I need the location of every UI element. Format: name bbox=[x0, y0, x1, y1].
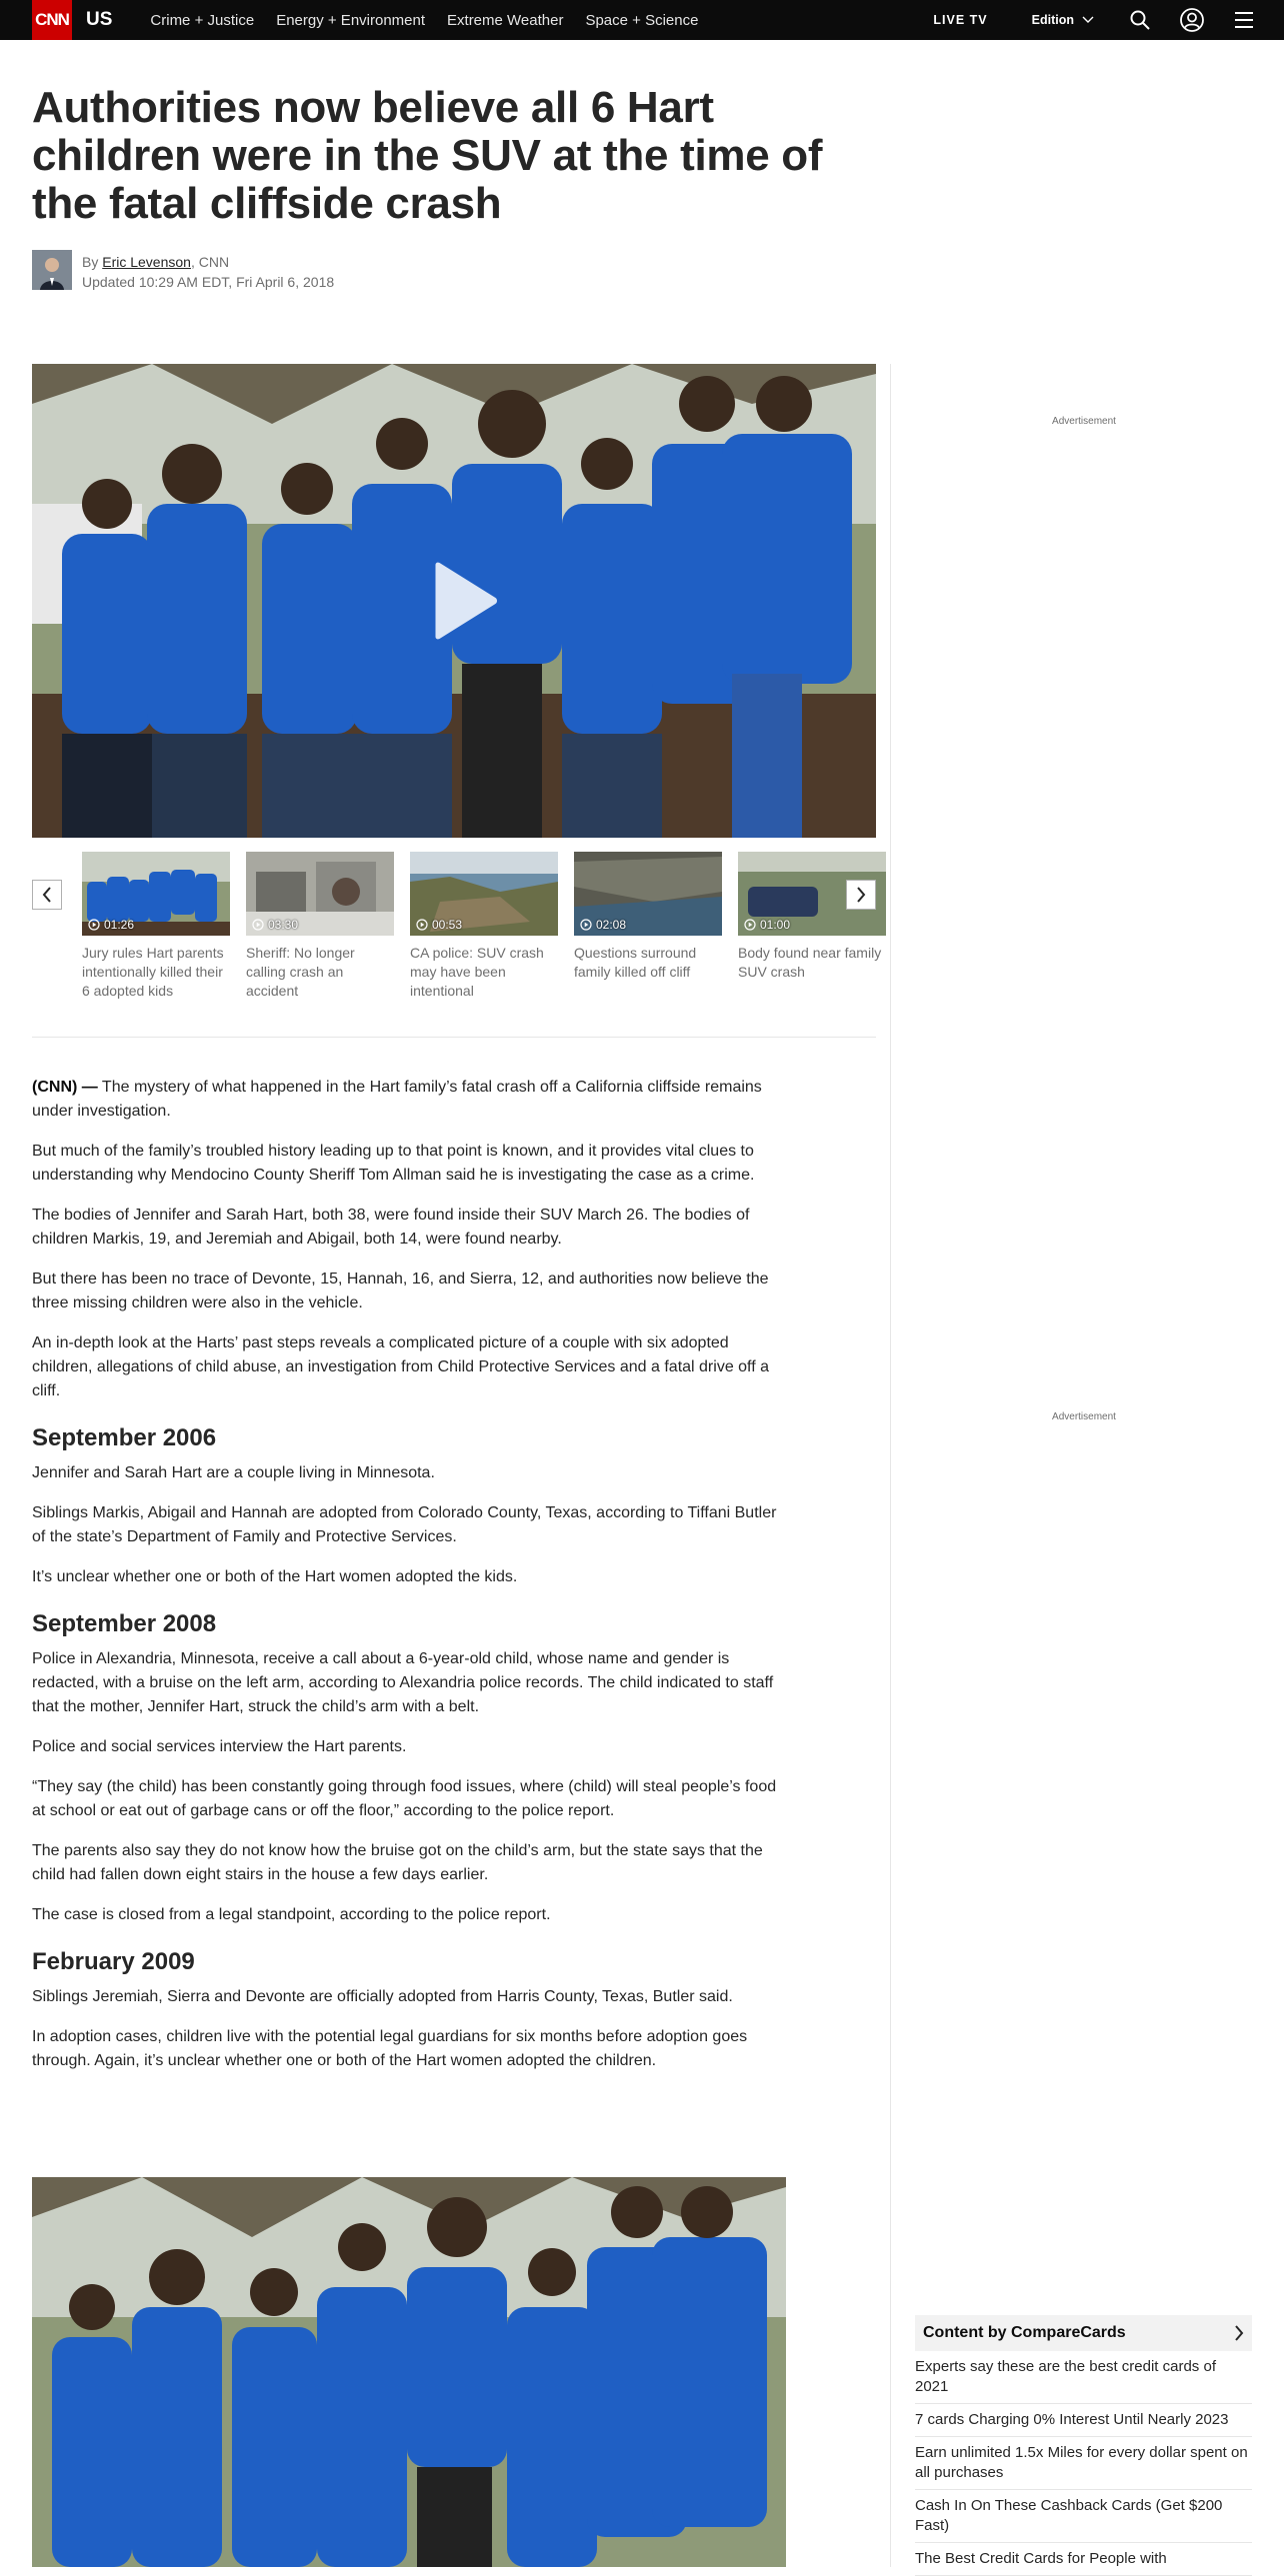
nav-link-space-science[interactable]: Space + Science bbox=[585, 11, 699, 29]
sponsored-title: Content by CompareCards bbox=[923, 2324, 1126, 2341]
chevron-right-icon bbox=[856, 887, 866, 903]
video-duration: 01:00 bbox=[744, 918, 790, 932]
play-circle-icon bbox=[580, 919, 592, 931]
dateline: (CNN) — bbox=[32, 1079, 98, 1096]
nav-right bbox=[933, 0, 1284, 40]
byline-by: By bbox=[82, 254, 99, 270]
carousel-item[interactable] bbox=[738, 852, 886, 982]
byline-outlet: , CNN bbox=[190, 254, 230, 270]
sponsored-link[interactable]: 7 cards Charging 0% Interest Until Nearly 2023 bbox=[915, 2404, 1252, 2437]
paragraph: Siblings Jeremiah, Sierra and Devonte are officially adopted from Harris County, Texas, Butler said. bbox=[32, 1988, 733, 2005]
byline-text bbox=[82, 250, 334, 292]
article-photo bbox=[32, 2177, 786, 2567]
carousel-thumbnail bbox=[574, 852, 722, 936]
paragraph: Jennifer and Sarah Hart are a couple living in Minnesota. bbox=[32, 1464, 435, 1481]
sponsored-link[interactable]: Experts say these are the best credit cards of 2021 bbox=[915, 2351, 1252, 2404]
author-avatar[interactable] bbox=[32, 250, 72, 290]
subheading: February 2009 bbox=[32, 1948, 195, 1975]
carousel-item[interactable] bbox=[82, 852, 230, 1001]
carousel-thumbnail bbox=[82, 852, 230, 936]
carousel-item-title: CA police: SUV crash may have been intentional bbox=[410, 945, 544, 999]
carousel-item-title: Jury rules Hart parents intentionally killed their 6 adopted kids bbox=[82, 945, 224, 999]
paragraph: The case is closed from a legal standpoint, according to the police report. bbox=[32, 1906, 551, 1923]
nav-link-energy-environment[interactable]: Energy + Environment bbox=[276, 11, 426, 29]
updated-timestamp: Updated 10:29 AM EDT, Fri April 6, 2018 bbox=[82, 274, 335, 290]
paragraph: (CNN) — The mystery of what happened in the Hart family’s fatal crash off a California cliffside remains under investigation. bbox=[32, 1079, 762, 1120]
nav-link-crime-justice[interactable]: Crime + Justice bbox=[150, 11, 255, 29]
video-duration: 00:53 bbox=[416, 918, 462, 932]
search-icon[interactable] bbox=[1128, 8, 1152, 32]
menu-icon[interactable] bbox=[1232, 8, 1256, 32]
byline bbox=[32, 250, 334, 292]
sponsored-link[interactable]: Earn unlimited 1.5x Miles for every dollar spent on all purchases bbox=[915, 2437, 1252, 2490]
edition-label: Edition bbox=[1031, 13, 1074, 27]
video-duration: 01:26 bbox=[88, 918, 134, 932]
sponsored-link[interactable]: Cash In On These Cashback Cards (Get $200 Fast) bbox=[915, 2490, 1252, 2543]
play-icon[interactable] bbox=[430, 561, 500, 641]
cnn-logo[interactable]: CNN bbox=[32, 0, 72, 40]
top-nav bbox=[0, 0, 1284, 40]
carousel-item-title: Sheriff: No longer calling crash an accident bbox=[246, 945, 355, 999]
paragraph: But much of the family’s troubled history leading up to that point is known, and it provides vital clues to understanding why Mendocino County Sheriff Tom Allman said he is investigating the case as a crime. bbox=[32, 1143, 755, 1184]
carousel-item-title: Body found near family SUV crash bbox=[738, 945, 882, 980]
advertisement-label: Advertisement bbox=[1052, 416, 1116, 427]
article-body bbox=[32, 1076, 792, 2089]
sponsored-link[interactable]: The Best Credit Cards for People with bbox=[915, 2543, 1252, 2576]
play-circle-icon bbox=[744, 919, 756, 931]
advertisement-label: Advertisement bbox=[1052, 1411, 1116, 1422]
subheading: September 2008 bbox=[32, 1610, 217, 1637]
paragraph: Siblings Markis, Abigail and Hannah are adopted from Colorado County, Texas, according to Tiffani Butler of the state’s Department of Family and Protective Services. bbox=[32, 1504, 777, 1545]
section-name[interactable]: US bbox=[86, 9, 113, 30]
play-circle-icon bbox=[88, 919, 100, 931]
carousel-item-title: Questions surround family killed off cliff bbox=[574, 945, 697, 980]
chevron-right-icon bbox=[1234, 2325, 1244, 2341]
paragraph: In adoption cases, children live with the potential legal guardians for six months before adoption goes through. Again, it’s unclear whether one or both of the Hart women adopted the children. bbox=[32, 2028, 748, 2069]
nav-link-extreme-weather[interactable]: Extreme Weather bbox=[447, 11, 564, 29]
carousel-thumbnail bbox=[246, 852, 394, 936]
video-duration: 03:30 bbox=[252, 918, 298, 932]
video-carousel bbox=[32, 852, 882, 1038]
edition-dropdown[interactable] bbox=[1032, 13, 1094, 27]
play-circle-icon bbox=[252, 919, 264, 931]
rail-divider bbox=[890, 364, 891, 2567]
video-duration: 02:08 bbox=[580, 918, 626, 932]
paragraph: It’s unclear whether one or both of the Hart women adopted the kids. bbox=[32, 1568, 518, 1585]
carousel-item[interactable] bbox=[574, 852, 722, 982]
carousel-next-button[interactable] bbox=[846, 880, 876, 910]
paragraph: But there has been no trace of Devonte, 15, Hannah, 16, and Sierra, 12, and authorities now believe the three missing children were also in the vehicle. bbox=[32, 1271, 769, 1311]
nav-links bbox=[150, 12, 720, 29]
chevron-down-icon bbox=[1082, 16, 1094, 24]
video-player[interactable] bbox=[32, 364, 876, 838]
carousel-thumbnail bbox=[410, 852, 558, 936]
sponsored-content bbox=[915, 2315, 1252, 2576]
carousel-item[interactable] bbox=[246, 852, 394, 1001]
author-link[interactable]: Eric Levenson bbox=[102, 254, 191, 270]
carousel-item[interactable] bbox=[410, 852, 558, 1001]
paragraph: Police in Alexandria, Minnesota, receive a call about a 6-year-old child, whose name and gender is redacted, with a bruise on the left arm, according to Alexandria police records. The child indicated to staff that the mother, Jennifer Hart, struck the child’s arm with a belt. bbox=[32, 1650, 774, 1715]
play-circle-icon bbox=[416, 919, 428, 931]
paragraph: Police and social services interview the Hart parents. bbox=[32, 1738, 407, 1755]
carousel-prev-button[interactable] bbox=[32, 880, 62, 910]
headline: Authorities now believe all 6 Hart children were in the SUV at the time of the fatal cliffside crash bbox=[32, 83, 823, 228]
subheading: September 2006 bbox=[32, 1424, 217, 1451]
paragraph: The parents also say they do not know how the bruise got on the child’s arm, but the state says that the child had fallen down eight stairs in the house a few days earlier. bbox=[32, 1842, 763, 1883]
sponsored-header[interactable] bbox=[915, 2315, 1252, 2351]
chevron-left-icon bbox=[42, 887, 52, 903]
paragraph: An in-depth look at the Harts’ past steps reveals a complicated picture of a couple with six adopted children, allegations of child abuse, an investigation from Child Protective Services and a fatal drive off a cliff. bbox=[32, 1334, 769, 1399]
account-icon[interactable] bbox=[1180, 8, 1204, 32]
paragraph: “They say (the child) has been constantly going through food issues, where (child) will steal people’s food at school or eat out of garbage cans or off the floor,” according to the police report. bbox=[32, 1778, 777, 1819]
carousel-track bbox=[82, 852, 882, 1038]
live-tv-link[interactable]: LIVE TV bbox=[933, 13, 988, 27]
paragraph: The bodies of Jennifer and Sarah Hart, both 38, were found inside their SUV March 26. The bodies of children Markis, 19, and Jeremiah and Abigail, both 14, were found nearby. bbox=[32, 1207, 750, 1248]
